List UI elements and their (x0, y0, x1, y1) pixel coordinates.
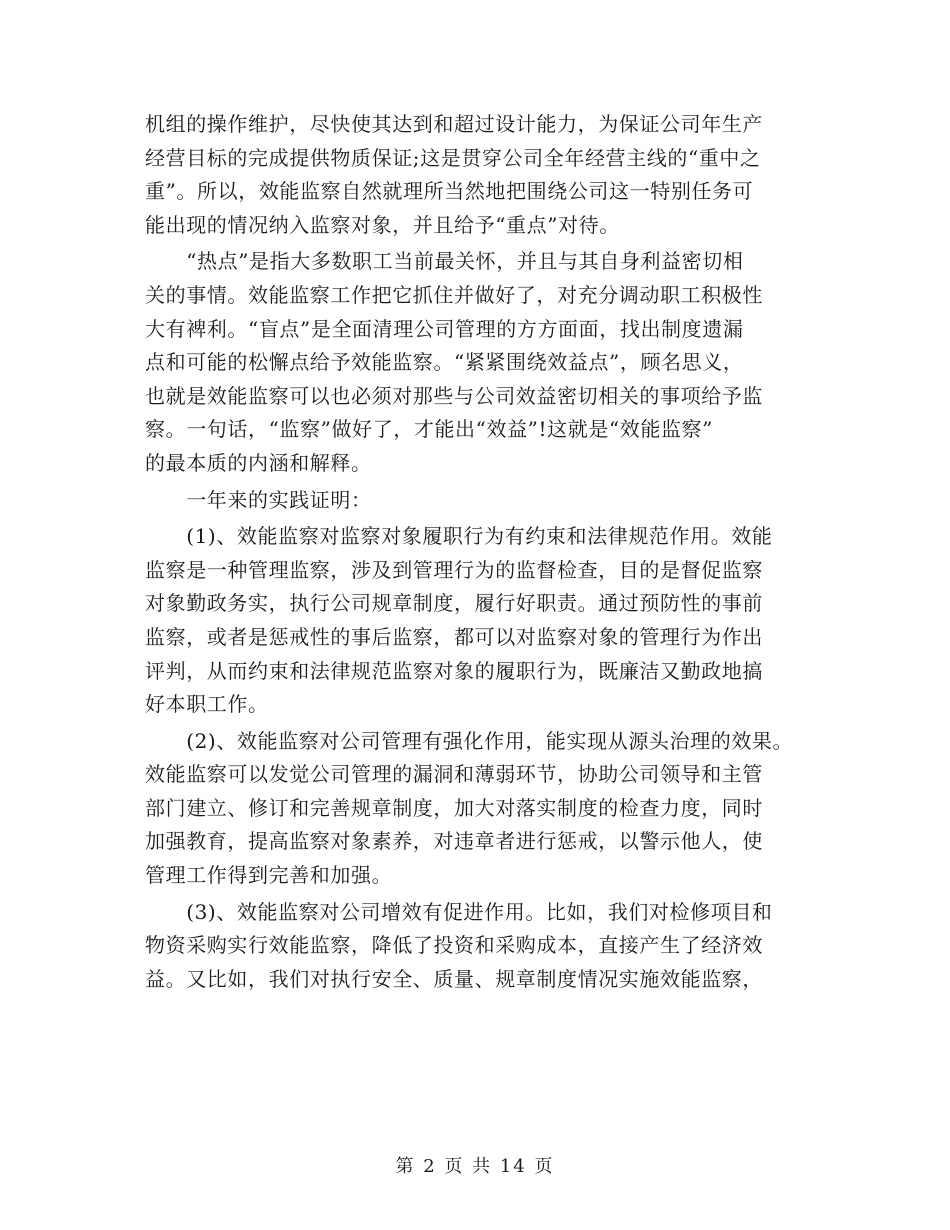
page-number-footer: 第 2 页 共 14 页 (395, 1156, 555, 1177)
text-line: 察。一句话，“监察”做好了，才能出“效益”!这就是“效能监察” (145, 417, 713, 442)
text-line: 加强教育，提高监察对象素养，对违章者进行惩戒，以警示他人，使 (145, 829, 763, 854)
text-line: 监察是一种管理监察，涉及到管理行为的监督检查，目的是督促监察 (145, 557, 763, 582)
text-line: 也就是效能监察可以也必须对那些与公司效益密切相关的事项给予监 (145, 383, 763, 408)
text-line: 管理工作得到完善和加强。 (145, 863, 393, 888)
text-line: 部门建立、修订和完善规章制度，加大对落实制度的检查力度，同时 (145, 795, 763, 820)
text-line: (2)、效能监察对公司管理有强化作用，能实现从源头治理的效果。 (145, 728, 794, 753)
text-line: 重”。所以，效能监察自然就理所当然地把围绕公司这一特别任务可 (145, 179, 754, 204)
text-line: 监察，或者是惩戒性的事后监察，都可以对监察对象的管理行为作出 (145, 624, 763, 649)
text-line: 能出现的情况纳入监察对象，并且给予“重点”对待。 (145, 212, 620, 237)
text-line: (3)、效能监察对公司增效有促进作用。比如，我们对检修项目和 (145, 899, 773, 924)
text-line: 好本职工作。 (145, 692, 269, 717)
text-line: 大有裨利。“盲点”是全面清理公司管理的方方面面，找出制度遗漏 (145, 316, 744, 341)
text-line: 点和可能的松懈点给予效能监察。“紧紧围绕效益点”，顾名思义， (145, 350, 744, 375)
text-line: 关的事情。效能监察工作把它抓住并做好了，对充分调动职工积极性 (145, 282, 763, 307)
text-line: 经营目标的完成提供物质保证;这是贯穿公司全年经营主线的“重中之 (145, 145, 761, 170)
text-line: 效能监察可以发觉公司管理的漏洞和薄弱环节，协助公司领导和主管 (145, 762, 763, 787)
text-line: 一年来的实践证明： (145, 487, 372, 512)
text-line: 的最本质的内涵和解释。 (145, 450, 372, 475)
text-line: “热点”是指大多数职工当前最关怀，并且与其自身利益密切相 (145, 249, 744, 274)
text-line: 机组的操作维护，尽快使其达到和超过设计能力，为保证公司年生产 (145, 112, 763, 136)
text-line: 评判，从而约束和法律规范监察对象的履职行为，既廉洁又勤政地搞 (145, 658, 763, 683)
text-line: 物资采购实行效能监察，降低了投资和采购成本，直接产生了经济效 (145, 933, 763, 958)
text-line: 益。又比如，我们对执行安全、质量、规章制度情况实施效能监察， (145, 966, 763, 991)
text-line: 对象勤政务实，执行公司规章制度，履行好职责。通过预防性的事前 (145, 591, 763, 616)
body-text (145, 108, 825, 996)
text-line: (1)、效能监察对监察对象履职行为有约束和法律规范作用。效能 (145, 524, 773, 549)
